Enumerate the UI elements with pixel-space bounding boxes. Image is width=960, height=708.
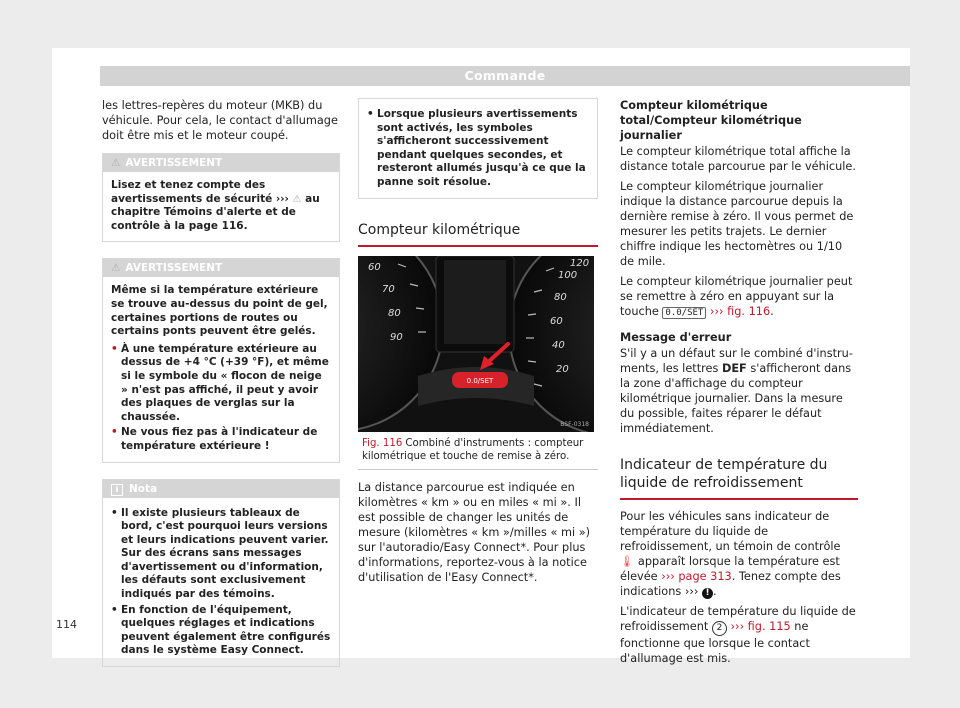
gauge-tick-label: 60 <box>368 261 381 273</box>
warning-continuation-box <box>358 98 598 199</box>
warning-header: ⚠ AVERTISSEMENT <box>103 154 339 172</box>
info-icon: i <box>111 484 123 496</box>
gauge-tick-label: 20 <box>556 363 569 375</box>
figure-code: BSF-0318 <box>560 420 589 428</box>
paragraph: L'indicateur de température du liquide de refroidissement 2 ››› fig. 115 ne fonctionne que lorsque le contact d'allumage est mis. <box>620 605 856 665</box>
gauge-tick-label: 60 <box>550 315 563 327</box>
gauge-tick-label: 80 <box>554 291 567 303</box>
document-page <box>52 48 910 665</box>
warning-body <box>359 99 597 198</box>
paragraph: Le compteur kilométrique journalier indique la distance parcourue depuis la dernière remise à zéro. Il vous permet de mesurer les petits trajets. Le dernier chiffre indique les hectomètres ou 1/10 de mile. <box>620 180 854 268</box>
note-body <box>103 498 339 667</box>
paragraph: Pour les véhicules sans indicateur de température du liquide de refroidissement, un témoin de contrôle 🌡 apparaît lorsque la température est élevée ››› page 313. Tenez compte des indications ››› ! . <box>620 510 841 598</box>
warning-box-2 <box>102 258 340 462</box>
list-item: • Lorsque plusieurs avertissements sont activés, les symboles s'afficheront successivement pendant quelques secondes, et resteront allumés jusqu'à ce que la panne soit résolue. <box>367 108 586 188</box>
gauge-tick-label: 80 <box>388 307 401 319</box>
list-item: • À une température extérieure au dessus de +4 °C (+39 °F), et même si le symbole du « flocon de neige » n'est pas affiché, il peut y avoir des plaques de verglas sur la chaussée. <box>111 342 329 423</box>
instrument-cluster-figure <box>358 256 594 432</box>
set-key: 0.0/SET <box>662 307 706 319</box>
page-link[interactable]: ››› page 313 <box>661 570 732 583</box>
section-title: Compteur kilométrique <box>358 221 598 247</box>
subheading: Message d'erreur <box>620 331 732 344</box>
temperature-warning-icon: 🌡 <box>620 555 635 568</box>
list-item: • En fonction de l'équipement, quelques réglages et indications peuvent également être configurés dans le système Easy Connect. <box>111 603 331 657</box>
figure-caption: Fig. 116 Combiné d'instruments : compteur kilométrique et touche de remise à zéro. <box>358 432 598 470</box>
paragraph: Le compteur kilométrique total affiche la distance totale parcourue par le véhicule. <box>620 145 856 173</box>
callout-number: 2 <box>712 621 727 636</box>
warning-box-1 <box>102 153 340 242</box>
warning-header: ⚠ AVERTISSEMENT <box>103 259 339 277</box>
reset-button-label: 0.0/SET <box>466 376 494 385</box>
caution-icon: ! <box>702 588 713 599</box>
paragraph: La distance parcourue est indiquée en kilomètres « km » ou en miles « mi ». Il est possible de changer les unités de mesure (kilomètres « km »/milles « mi ») sur l'autoradio/Easy Connect*. Pour plus d'informations, reportez-vous à la notice d'utilisation de l'Easy Connect*. <box>358 480 591 584</box>
intro-paragraph: les lettres-repères du moteur (MKB) du véhicule. Pour cela, le contact d'allumage doit être mis et le moteur coupé. <box>102 99 338 142</box>
gauge-tick-label: 100 <box>558 269 578 281</box>
gauge-tick-label: 90 <box>390 331 403 343</box>
warning-triangle-icon: ⚠ <box>111 157 121 169</box>
gauge-tick-label: 70 <box>382 283 395 295</box>
figure-link[interactable]: ››› fig. 115 <box>726 620 791 633</box>
note-header: i Nota <box>103 480 339 498</box>
list-item: • Il existe plusieurs tableaux de bord, c'est pourquoi leurs versions et leurs indications peuvent varier. Sur des écrans sans messages d'avertissement ou d'information, les défauts sont exclusivement indiqués par des témoins. <box>111 506 329 601</box>
gauge-tick-label: 120 <box>570 257 590 269</box>
subheading: Compteur kilométrique total/Compteur kilométrique journalier <box>620 99 802 142</box>
warning-body: Même si la température extérieure se trouve au-dessus du point de gel, certaines portions de routes ou certains ponts peuvent être gelés. • À une température extérieure au dessus de +4 °C (+39 °F), et même si le symbole du « flocon de neige » n'est pas affiché, il peut y avoir des plaques de verglas sur la chaussée. • Ne vous fiez pas à l'indicateur de température extérieure ! <box>103 277 339 461</box>
figure-link[interactable]: ››› fig. 116 <box>709 305 771 318</box>
instrument-cluster-photo <box>358 256 594 432</box>
page-number: 114 <box>56 618 77 631</box>
list-item: • Ne vous fiez pas à l'indicateur de température extérieure ! <box>111 426 318 452</box>
paragraph: S'il y a un défaut sur le combiné d'instruments, les lettres DEF s'afficheront dans la zone d'affichage du compteur kilométrique journalier. Dans la mesure du possible, faites réparer le défaut immédiatement. <box>620 347 853 435</box>
warning-triangle-icon: ⚠ <box>292 193 302 205</box>
warning-triangle-icon: ⚠ <box>111 262 121 275</box>
column-right <box>620 98 858 671</box>
gauge-tick-label: 40 <box>552 339 565 351</box>
column-left <box>102 98 340 683</box>
column-middle <box>358 98 598 590</box>
paragraph: Le compteur kilométrique journalier peut se remettre à zéro en appuyant sur la touche 0.0/SET ››› fig. 116. <box>620 275 853 318</box>
warning-body: Lisez et tenez compte des avertissements de sécurité ››› ⚠ au chapitre Témoins d'alerte et de contrôle à la page 116. <box>111 179 320 232</box>
note-box <box>102 479 340 668</box>
section-title: Indicateur de température du liquide de refroidissement <box>620 456 858 500</box>
page-header: Commande <box>100 66 910 86</box>
